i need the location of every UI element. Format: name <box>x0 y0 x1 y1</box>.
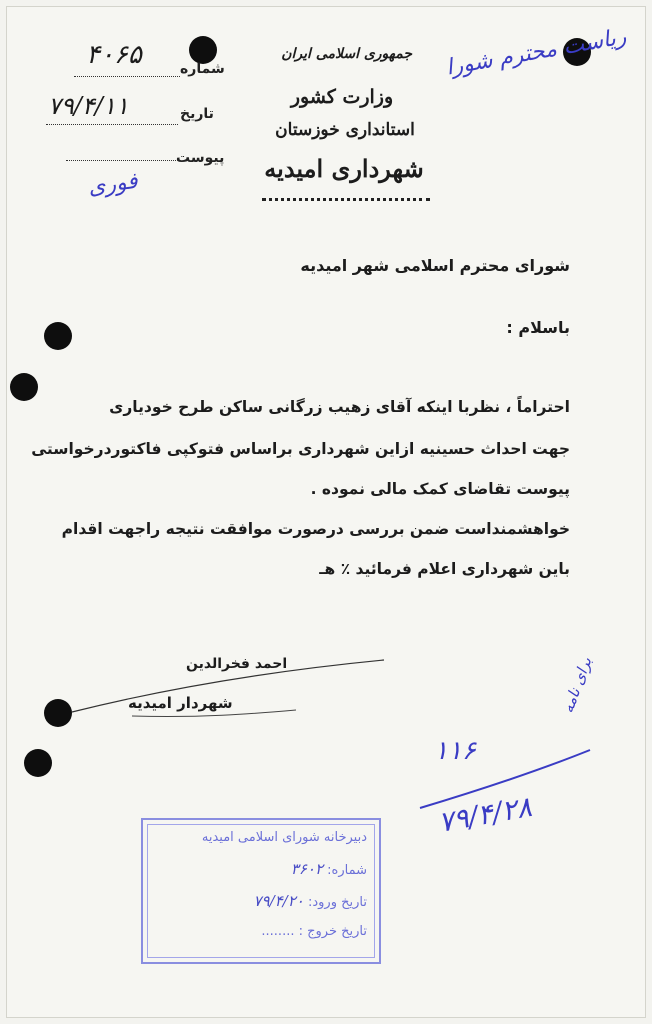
ministry-heading: وزارت کشور <box>290 86 394 108</box>
stamp-number-label: شماره: <box>327 863 367 878</box>
stamp-exit-row <box>261 924 367 939</box>
stamp-exit-label: تاریخ خروج : <box>298 924 367 939</box>
letter-line-3: پیوست تقاضای کمک مالی نموده . <box>310 480 570 498</box>
stamp-exit-value: ........ <box>261 924 295 939</box>
side-note: برای نامه <box>558 654 596 716</box>
governorate-heading: استانداری خوزستان <box>275 120 415 140</box>
letter-line-1: احتراماً ، نظربا اینکه آقای زهیب زرگانی ساکن طرح خودیاری <box>109 398 570 416</box>
number-value: ۴۰۶۵ <box>86 40 142 70</box>
letter-line-5: باین شهرداری اعلام فرمائید ٪ هـ <box>319 560 570 578</box>
attachment-label: پیوست <box>176 150 225 166</box>
stamp-entry-value: ۷۹/۴/۲۰ <box>253 892 304 910</box>
top-right-note: ریاست محترم شورا <box>444 24 629 81</box>
letter-line-4: خواهشمنداست ضمن بررسی درصورت موافقت نتیجه راجهت اقدام <box>61 520 570 538</box>
recipient-line: شورای محترم اسلامی شهر امیدیه <box>300 256 570 275</box>
stamp-number-value: ۳۶۰۲ <box>290 860 324 878</box>
stamp-number-row <box>291 860 367 878</box>
municipality-heading: شهرداری امیدیه <box>264 154 424 183</box>
stamp-entry-label: تاریخ ورود: <box>307 895 367 910</box>
stamp-entry-row <box>253 892 367 910</box>
date-note: ۷۹/۴/۲۸ <box>435 790 535 839</box>
date-value: ۷۹/۴/۱۱ <box>48 92 129 120</box>
date-label: تاریخ <box>180 106 214 122</box>
signer-title: شهردار امیدیه <box>128 694 233 712</box>
signer-name: احمد فخرالدین <box>186 656 288 672</box>
receipt-stamp <box>141 818 381 964</box>
reference-number-note: ۱۱۶ <box>434 736 476 766</box>
urgent-note: فوری <box>86 168 140 201</box>
stamp-title: دبیرخانه شورای اسلامی امیدیه <box>201 830 367 845</box>
republic-heading: جمهوری اسلامی ایران <box>281 46 412 62</box>
letter-line-2: جهت احداث حسینیه ازاین شهرداری براساس فتوکپی فاکتوردرخواستی <box>31 440 570 458</box>
greeting: باسلام : <box>506 318 570 337</box>
number-label: شماره <box>180 61 225 77</box>
